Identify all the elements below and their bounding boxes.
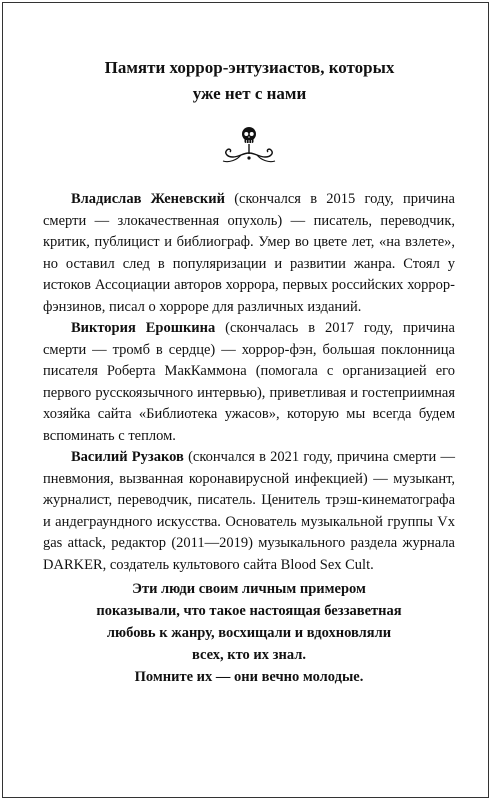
page	[2, 2, 489, 798]
entry-text-2: (скончалась в 2017 году, причина смерти — тромб в сердце) — хоррор-фэн, большая поклонница писателя Роберта МакКаммона (помогала с организацией его первого русскоязычного интервью), приветливая и гостеприимная хозяйка сайта «Библиотека ужасов», которую мы всегда будем вспоминать с теплом.	[43, 320, 455, 444]
entry-name-2: Виктория Ерошкина	[71, 320, 216, 336]
entry-paragraph-2	[43, 318, 455, 447]
closing-line-4: всех, кто их знал.	[192, 647, 306, 663]
closing-line-5: Помните их — они вечно молодые.	[134, 669, 364, 685]
closing-line-2: показывали, что такое настоящая беззаветная	[96, 603, 402, 619]
closing-line-1: Эти люди своим личным примером	[132, 581, 366, 597]
entry-text-3: (скончался в 2021 году, причина смерти — пневмония, вызванная коронавирусной инфекцией) — музыкант, журналист, переводчик, писатель. Ценитель трэш-кинематографа и андеграундного искусства. Основатель музыкальной группы Vx gas attack, редактор (2011—2019) музыкального раздела журнала DARKER, создатель культового сайта Blood Sex Cult.	[43, 449, 455, 573]
closing-line-3: любовь к жанру, восхищали и вдохновляли	[106, 625, 392, 641]
skull-flourish-icon	[219, 125, 279, 167]
entry-text-1: (скончался в 2015 году, причина смерти — злокачественная опухоль) — писатель, переводчик, критик, публицист и библиограф. Умер во цвете лет, «на взлете», но оставил след в популяризации и развитии жанра. Стоял у истоков Ассоциации авторов хоррора, первых российских хоррор-фэнзинов, писал о хорроре для различных изданий.	[43, 191, 455, 315]
closing-statement	[43, 578, 455, 688]
memorial-text	[43, 189, 455, 688]
entry-name-3: Василий Рузаков	[71, 449, 184, 465]
title-line-1: Памяти хоррор-энтузиастов, которых	[104, 58, 395, 77]
entry-paragraph-1	[43, 189, 455, 318]
title-line-2: уже нет с нами	[192, 84, 307, 103]
page-title	[43, 55, 456, 107]
entry-paragraph-3	[43, 447, 455, 576]
entry-name-1: Владислав Женевский	[71, 191, 225, 207]
